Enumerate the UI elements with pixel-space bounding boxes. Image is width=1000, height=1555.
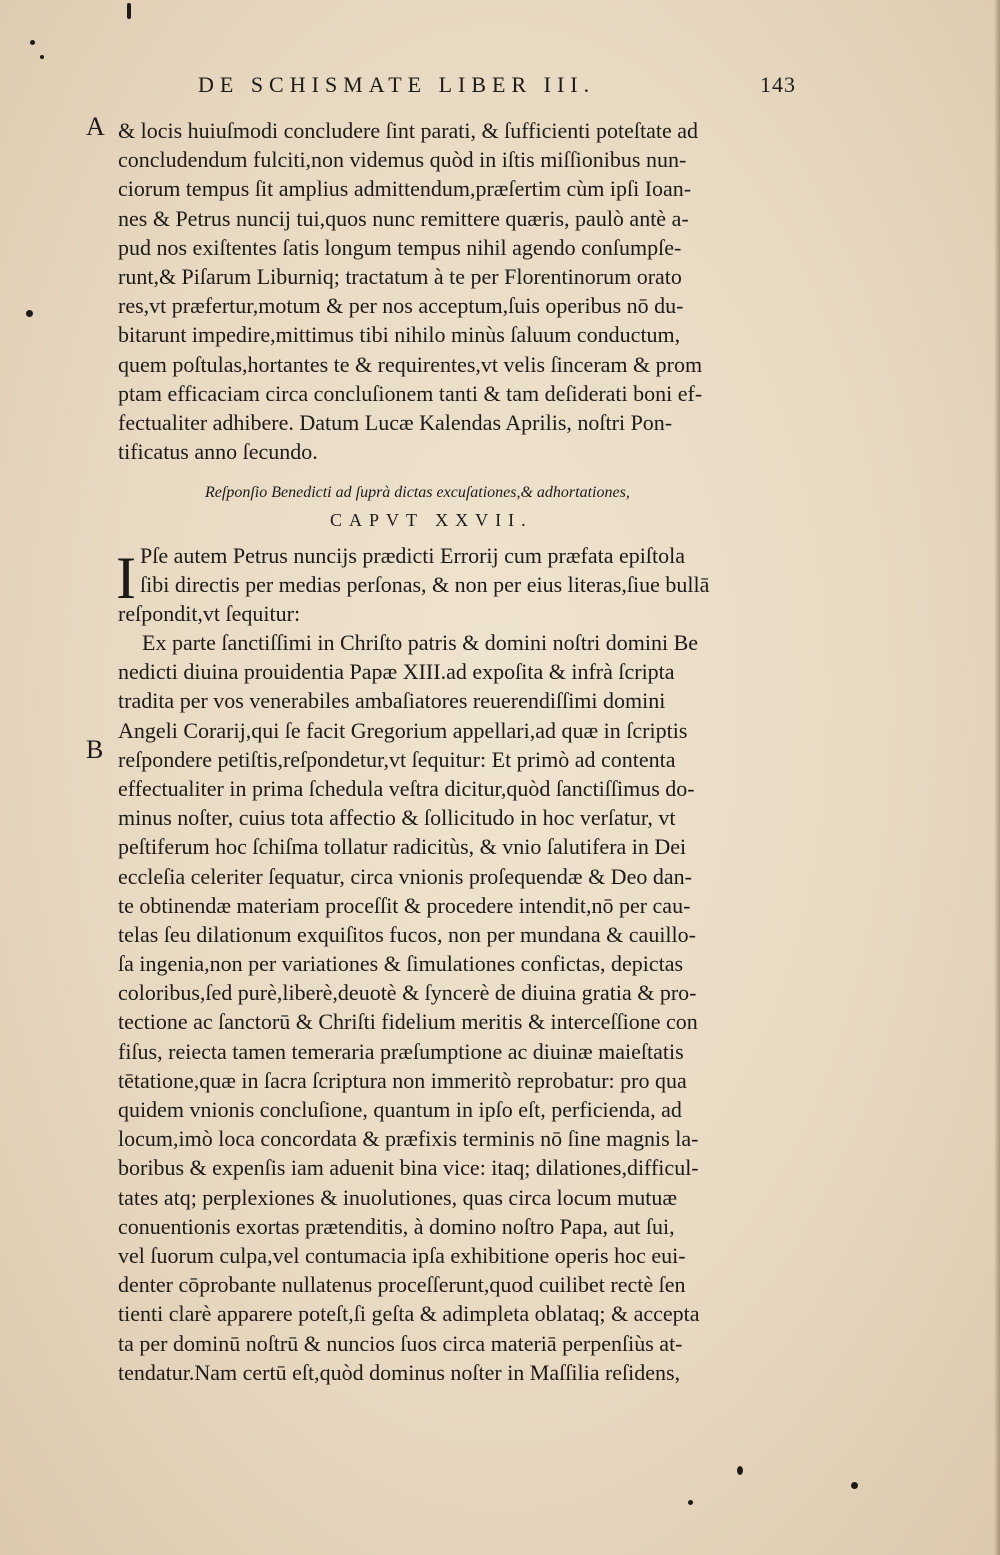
text-line: nedicti diuina prouidentia Papæ XIII.ad expoſita & infrà ſcripta: [118, 659, 675, 685]
text-line: minus noſter, cuius tota affectio & ſollicitudo in hoc verſatur, vt: [118, 805, 676, 831]
text-line: runt,& Piſarum Liburniq; tractatum à te per Florentinorum orato: [118, 263, 682, 289]
running-title: DE SCHISMATE LIBER III.: [198, 72, 596, 97]
text-line: tradita per vos venerabiles ambaſiatores reuerendiſſimi domini: [118, 688, 666, 714]
text-line: effectualiter in prima ſchedula veſtra dicitur,quòd ſanctiſſimus do-: [118, 775, 695, 801]
text-line: denter cōprobante nullatenus proceſſerunt,quod cuilibet rectè ſen: [118, 1272, 686, 1298]
text-line: telas ſeu dilationum exquiſitos fucos, non per mundana & cauillo-: [118, 921, 696, 947]
paragraph-letter-ending: [118, 116, 810, 466]
text-line: ptam efficaciam circa concluſionem tanti & tam deſiderati boni ef-: [118, 380, 703, 406]
text-line: fiſus, reiecta tamen temeraria præſumptione ac diuinæ maieſtatis: [118, 1038, 684, 1064]
text-line: tendatur.Nam certū eſt,quòd dominus noſter in Maſſilia reſidens,: [118, 1359, 681, 1385]
text-line: Angeli Corarij,qui ſe facit Gregorium appellari,ad quæ in ſcriptis: [118, 717, 688, 743]
text-line: te obtinendæ materiam proceſſit & procedere intendit,nō per cau-: [118, 892, 691, 918]
chapter-title: CAPVT XXVII.: [330, 510, 533, 530]
page-edge-shadow: [994, 0, 1000, 1555]
page-number: 143: [760, 72, 796, 97]
text-line: vel ſuorum culpa,vel contumacia ipſa exhibitione operis hoc eui-: [118, 1242, 686, 1268]
text-line: ſibi directis per medias perſonas, & non per eius literas,ſiue bullā: [140, 572, 710, 598]
ink-speck: [851, 1482, 858, 1489]
text-line: concludendum fulciti,non videmus quòd in iſtis miſſionibus nun-: [118, 147, 687, 173]
ink-speck: [26, 310, 33, 317]
text-line: tates atq; perplexiones & inuolutiones, quas circa locum mutuæ: [118, 1184, 678, 1210]
text-line: ſa ingenia,non per variationes & ſimulationes confictas, depictas: [118, 951, 684, 977]
paragraph-response-intro: [118, 541, 810, 629]
text-line: & locis huiuſmodi concludere ſint parati, & ſufficienti poteſtate ad: [118, 118, 698, 143]
text-line: boribus & expenſis iam aduenit bina vice: itaq; dilationes,difficul-: [118, 1155, 699, 1181]
text-line: locum,imò loca concordata & præfixis terminis nō ſine magnis la-: [118, 1126, 699, 1152]
text-line: ciorum tempus ſit amplius admittendum,præſertim cùm ipſi Ioan-: [118, 176, 692, 202]
text-line: fectualiter adhibere. Datum Lucæ Kalendas Aprilis, noſtri Pon-: [118, 409, 673, 435]
text-line: Pſe autem Petrus nuncijs prædicti Errorij cum præfata epiſtola: [140, 543, 685, 568]
text-line: reſpondere petiſtis,reſpondetur,vt ſequitur: Et primò ad contenta: [118, 746, 676, 772]
text-line: pud nos exiſtentes ſatis longum tempus nihil agendo conſumpſe-: [118, 234, 682, 260]
text-line: quem poſtulas,hortantes te & requirentes,vt velis ſinceram & prom: [118, 351, 703, 377]
text-line: reſpondit,vt ſequitur:: [118, 601, 301, 627]
section-heading: Reſponſio Benedicti ad ſuprà dictas excuſationes,& adhortationes,: [205, 484, 630, 501]
text-line: nes & Petrus nuncij tui,quos nunc remittere quæris, paulò antè a-: [118, 205, 689, 231]
ink-speck: [40, 55, 44, 59]
text-line: tienti clarè apparere poteſt,ſi geſta & adimpleta oblataq; & accepta: [118, 1301, 700, 1327]
text-line: tectione ac ſanctorū & Chriſti fidelium meritis & interceſſione con: [118, 1009, 698, 1035]
text-line: tētatione,quæ in ſacra ſcriptura non immeritò reprobatur: pro qua: [118, 1067, 687, 1093]
text-line: eccleſia celeriter ſequatur, circa vnionis proſequendæ & Deo dan-: [118, 863, 692, 889]
margin-letter-b: B: [86, 735, 104, 764]
paragraph-response-body: [118, 628, 810, 1387]
text-line: tificatus anno ſecundo.: [118, 439, 318, 465]
text-line: bitarunt impedire,mittimus tibi nihilo minùs ſaluum conductum,: [118, 322, 681, 348]
ink-speck: [688, 1500, 693, 1505]
ink-speck: [30, 40, 35, 45]
ink-mark: [127, 3, 131, 19]
text-line: res,vt præfertur,motum & per nos acceptum,ſuis operibus nō du-: [118, 293, 684, 319]
drop-cap: I: [116, 545, 136, 611]
text-line: quidem vnionis concluſione, quantum in ipſo eſt, perficienda, ad: [118, 1097, 682, 1122]
text-line: Ex parte ſanctiſſimi in Chriſto patris & domini noſtri domini Be: [142, 630, 699, 655]
ink-speck: [737, 1466, 743, 1475]
text-line: ta per dominū noſtrū & nuncios ſuos circa materiā perpenſiùs at-: [118, 1330, 683, 1356]
text-line: peſtiferum hoc ſchiſma tollatur radicitùs, & vnio ſalutifera in Dei: [118, 834, 687, 860]
text-line: coloribus,ſed purè,liberè,deuotè & ſyncerè de diuina gratia & pro-: [118, 980, 697, 1006]
margin-letter-a: A: [86, 112, 105, 141]
text-line: conuentionis exortas prætenditis, à domino noſtro Papa, aut ſui,: [118, 1213, 675, 1239]
